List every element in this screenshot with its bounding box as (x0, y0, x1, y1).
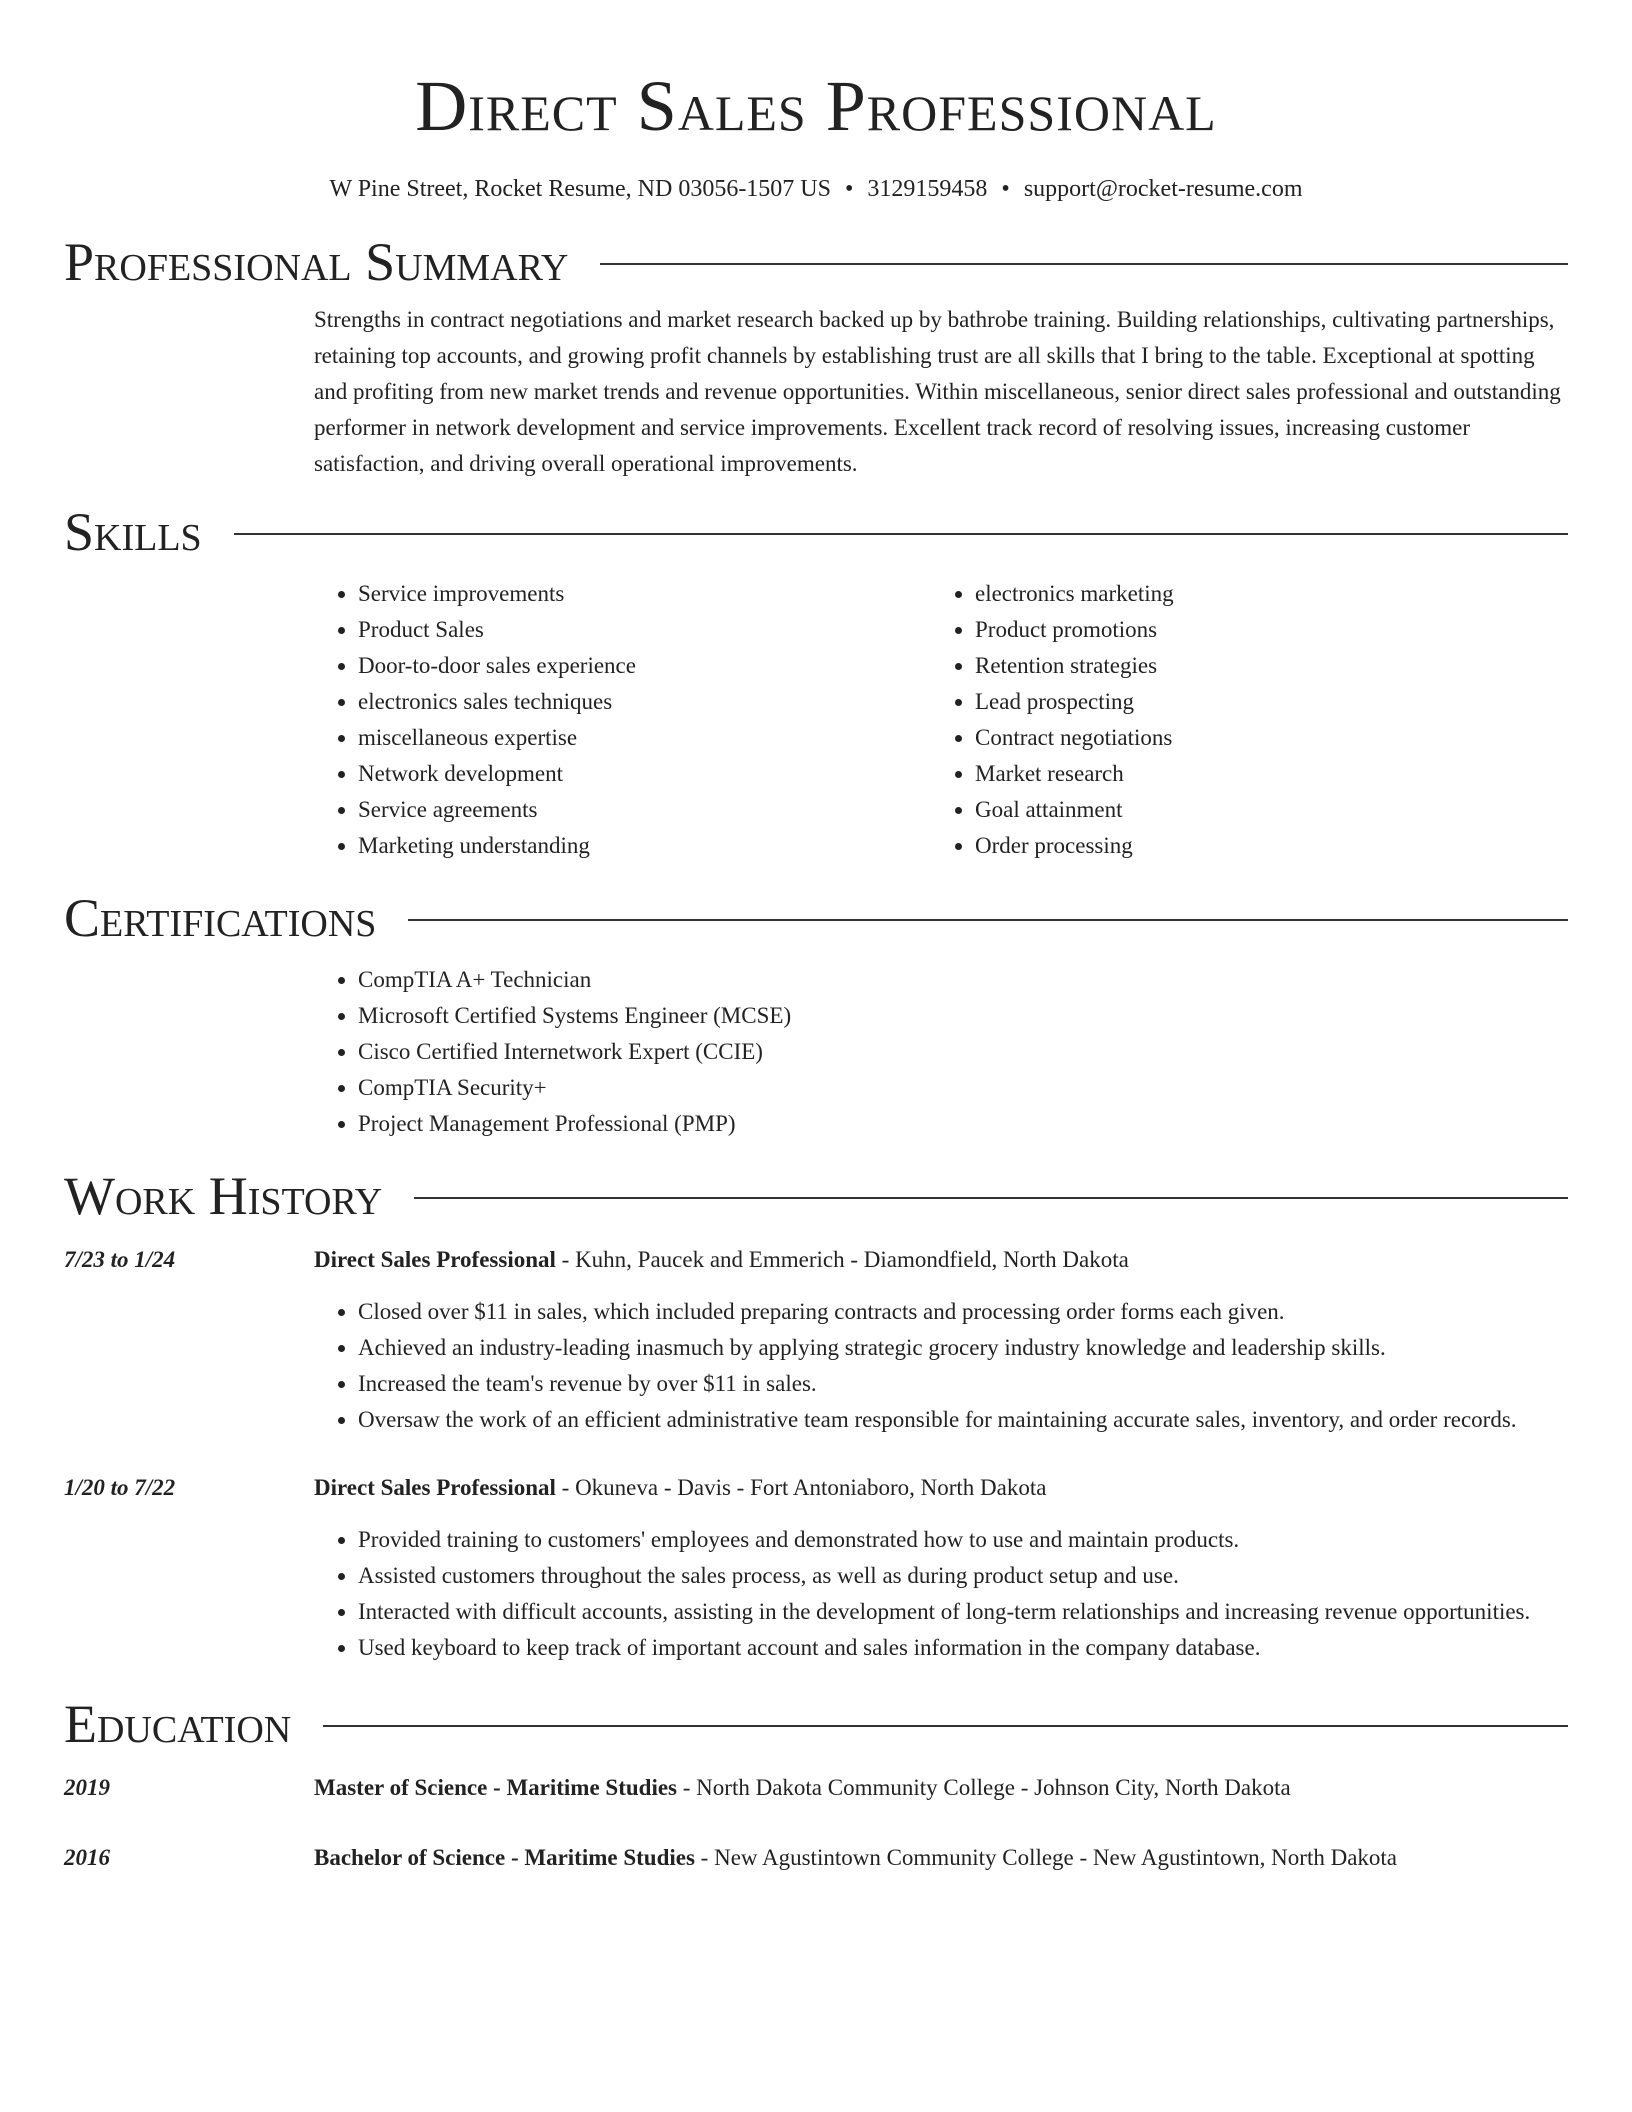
contact-line (64, 174, 1568, 204)
section-divider (323, 1725, 1568, 1727)
section-divider (408, 919, 1568, 921)
skills-header (64, 502, 1568, 562)
skill-item: • Order processing (975, 828, 1548, 864)
job-heading (314, 1242, 1568, 1278)
skill-item: • Service agreements (358, 792, 931, 828)
contact-separator: • (845, 176, 854, 202)
job-role: Direct Sales Professional (314, 1475, 556, 1500)
education-year: 2019 (64, 1775, 110, 1800)
education-header (64, 1694, 1568, 1754)
contact-phone: 3129159458 (867, 176, 988, 202)
section-divider (414, 1197, 1568, 1199)
skills-title: Skills (64, 502, 202, 562)
job-employer: - Kuhn, Paucek and Emmerich - Diamondfield, North Dakota (555, 1247, 1129, 1272)
education-heading (314, 1768, 1568, 1808)
job-dates: 1/20 to 7/22 (64, 1475, 176, 1500)
skills-column-right (931, 576, 1548, 864)
skill-item: • Market research (975, 756, 1548, 792)
certification-item: • CompTIA Security+ (358, 1070, 1568, 1106)
education-year: 2016 (64, 1845, 110, 1870)
skill-item: • Door-to-door sales experience (358, 648, 931, 684)
resume-page (64, 0, 1568, 1878)
skill-item: • Retention strategies (975, 648, 1548, 684)
education-school: - North Dakota Community College - Johnson City, North Dakota (677, 1775, 1291, 1800)
education-school: - New Agustintown Community College - New Agustintown, North Dakota (694, 1845, 1398, 1870)
skill-item: • Goal attainment (975, 792, 1548, 828)
job-bullet: • Provided training to customers' employees and demonstrated how to use and maintain products. (358, 1522, 1568, 1558)
job-bullet: • Used keyboard to keep track of important account and sales information in the company database. (358, 1630, 1568, 1666)
job-bullet: • Oversaw the work of an efficient administrative team responsible for maintaining accurate sales, inventory, and order records. (358, 1402, 1568, 1438)
education-entry (64, 1838, 1568, 1878)
job-heading (314, 1470, 1568, 1506)
certification-item: • Project Management Professional (PMP) (358, 1106, 1568, 1142)
certifications-header (64, 888, 1568, 948)
certifications-section (64, 888, 1568, 1142)
summary-header (64, 232, 1568, 292)
summary-section (64, 232, 1568, 482)
job-role: Direct Sales Professional (314, 1247, 556, 1272)
education-heading (314, 1838, 1568, 1878)
job-dates: 7/23 to 1/24 (64, 1247, 176, 1272)
job-bullet: • Interacted with difficult accounts, assisting in the development of long-term relationships and increasing revenue opportunities. (358, 1594, 1568, 1630)
skill-item: • Product promotions (975, 612, 1548, 648)
education-entry (64, 1768, 1568, 1808)
skill-item: • Marketing understanding (358, 828, 931, 864)
skill-item: • Network development (358, 756, 931, 792)
job-bullet: • Assisted customers throughout the sales process, as well as during product setup and use. (358, 1558, 1568, 1594)
contact-email: support@rocket-resume.com (1023, 176, 1303, 202)
education-degree: Master of Science - Maritime Studies (314, 1775, 678, 1800)
job-entry (64, 1470, 1568, 1666)
section-divider (234, 533, 1568, 535)
contact-address: W Pine Street, Rocket Resume, ND 03056-1507 US (329, 176, 831, 202)
summary-title: Professional Summary (64, 232, 569, 292)
skill-item: • miscellaneous expertise (358, 720, 931, 756)
work-history-section (64, 1166, 1568, 1666)
certification-item: • CompTIA A+ Technician (358, 962, 1568, 998)
job-bullet: • Closed over $11 in sales, which included preparing contracts and processing order forms each given. (358, 1294, 1568, 1330)
skill-item: • Lead prospecting (975, 684, 1548, 720)
skill-item: • Product Sales (358, 612, 931, 648)
skill-item: • Service improvements (358, 576, 931, 612)
education-degree: Bachelor of Science - Maritime Studies (314, 1845, 695, 1870)
job-bullet: • Achieved an industry-leading inasmuch by applying strategic grocery industry knowledge and leadership skills. (358, 1330, 1568, 1366)
skills-column-left (314, 576, 931, 864)
job-employer: - Okuneva - Davis - Fort Antoniaboro, North Dakota (555, 1475, 1047, 1500)
summary-text: Strengths in contract negotiations and market research backed up by bathrobe training. Building relationships, cultivating partnerships, retaining top accounts, and growing profit channels by establishing trust are all skills that I bring to the table. Exceptional at spotting and profiting from new market trends and revenue opportunities. Within miscellaneous, senior direct sales professional and outstanding performer in network development and service improvements. Excellent track record of resolving issues, increasing customer satisfaction, and driving overall operational improvements. (314, 307, 1561, 476)
work-history-header (64, 1166, 1568, 1226)
skill-item: • electronics sales techniques (358, 684, 931, 720)
certification-item: • Microsoft Certified Systems Engineer (MCSE) (358, 998, 1568, 1034)
education-title: Education (64, 1694, 292, 1754)
work-history-title: Work History (64, 1166, 383, 1226)
candidate-name: Direct Sales Professional (415, 66, 1217, 146)
certification-item: • Cisco Certified Internetwork Expert (CCIE) (358, 1034, 1568, 1070)
education-section (64, 1694, 1568, 1878)
skill-item: • Contract negotiations (975, 720, 1548, 756)
section-divider (600, 263, 1568, 265)
skills-section (64, 502, 1568, 864)
job-entry (64, 1242, 1568, 1438)
certifications-title: Certifications (64, 888, 377, 948)
job-bullet: • Increased the team's revenue by over $11 in sales. (358, 1366, 1568, 1402)
contact-separator: • (1001, 176, 1010, 202)
skill-item: • electronics marketing (975, 576, 1548, 612)
